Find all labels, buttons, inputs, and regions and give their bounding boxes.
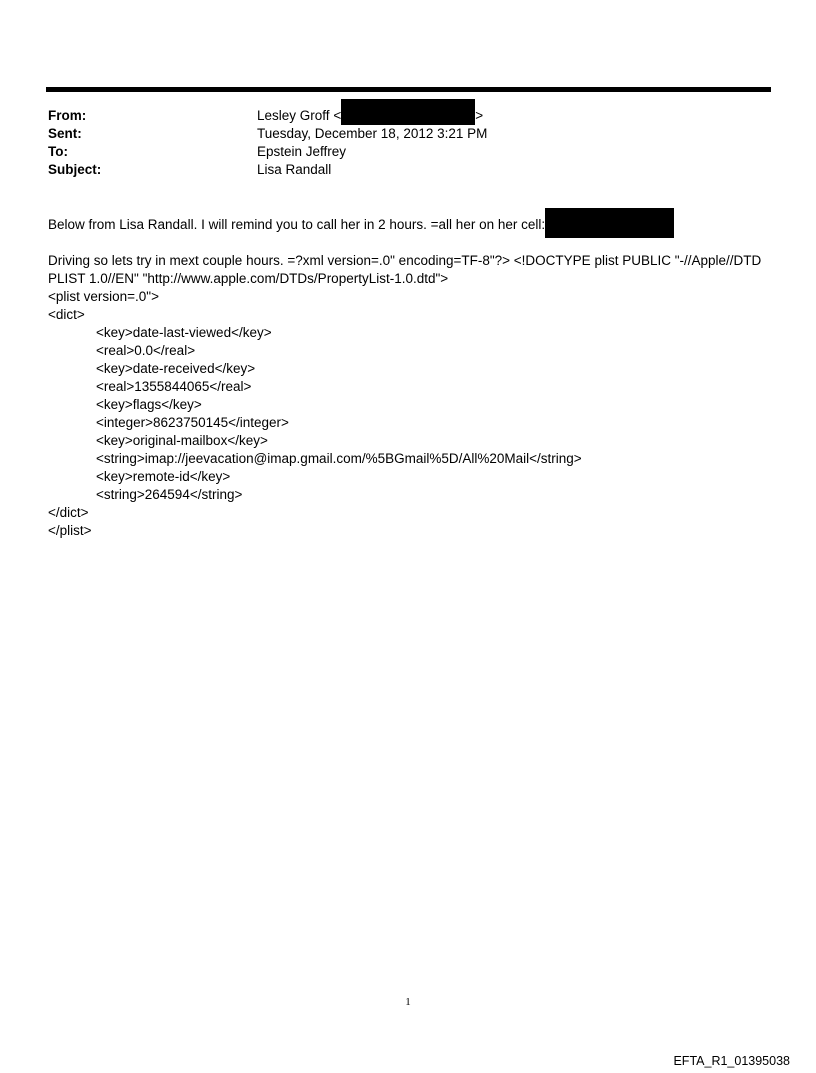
dict-line: <key>date-received</key> — [96, 361, 256, 376]
driving-line-1: Driving so lets try in mext couple hours. =?xml version=.0" encoding=TF-8"?> <!DOCTYPE plist PUBLIC "-//Apple//DTD — [48, 253, 762, 268]
from-label: From: — [48, 108, 87, 123]
dict-line: <real>0.0</real> — [96, 343, 196, 358]
page-number: 1 — [405, 996, 411, 1008]
sent-value: Tuesday, December 18, 2012 3:21 PM — [257, 126, 488, 141]
dict-line: <key>original-mailbox</key> — [96, 433, 268, 448]
plist-open: <plist version=.0"> — [48, 289, 159, 304]
dict-line: <integer>8623750145</integer> — [96, 415, 289, 430]
to-value: Epstein Jeffrey — [257, 144, 347, 159]
redaction-box — [341, 99, 475, 125]
plist-close: </plist> — [48, 523, 92, 538]
dict-line: <key>date-last-viewed</key> — [96, 325, 272, 340]
from-name: Lesley Groff — [257, 108, 330, 123]
dict-open: <dict> — [48, 307, 85, 322]
to-label: To: — [48, 144, 68, 159]
from-open-bracket: < — [333, 108, 342, 123]
dict-line: <string>imap://jeevacation@imap.gmail.com/%5BGmail%5D/All%20Mail</string> — [96, 451, 582, 466]
driving-line-2: PLIST 1.0//EN" "http://www.apple.com/DTDs/PropertyList-1.0.dtd"> — [48, 271, 449, 286]
dict-line: <string>264594</string> — [96, 487, 243, 502]
dict-close: </dict> — [48, 505, 89, 520]
subject-value: Lisa Randall — [257, 162, 332, 177]
from-close-bracket: > — [475, 108, 484, 123]
sent-label: Sent: — [48, 126, 82, 141]
subject-label: Subject: — [48, 162, 102, 177]
redaction-box — [545, 208, 674, 238]
dict-line: <key>flags</key> — [96, 397, 202, 412]
header-rule — [46, 87, 771, 92]
dict-line: <key>remote-id</key> — [96, 469, 231, 484]
from-value — [257, 107, 483, 125]
intro-paragraph — [48, 216, 768, 234]
dict-line: <real>1355844065</real> — [96, 379, 252, 394]
message-body — [48, 252, 768, 540]
footer-document-id: EFTA_R1_01395038 — [673, 1054, 790, 1068]
intro-text: Below from Lisa Randall. I will remind you to call her in 2 hours. =all her on her cell: — [48, 217, 546, 232]
